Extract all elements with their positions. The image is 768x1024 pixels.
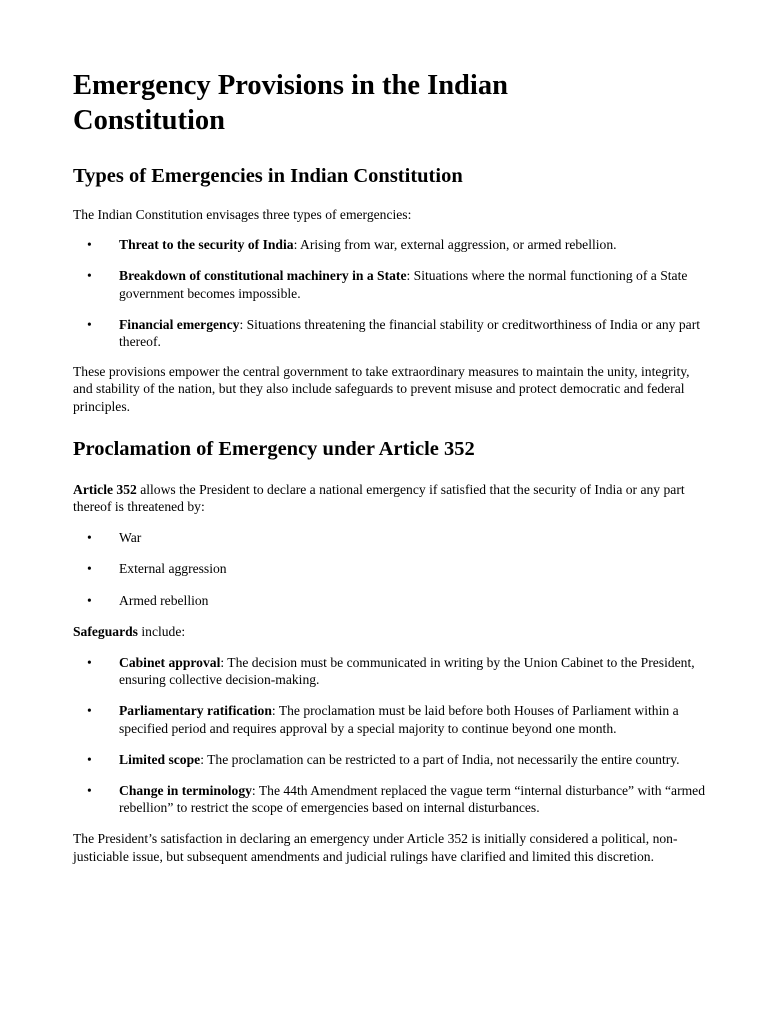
list-item (73, 316, 708, 350)
bullet-icon: • (87, 530, 92, 546)
bullet-icon: • (87, 783, 92, 799)
list-item-text: Armed rebellion (119, 592, 209, 608)
list-item (73, 702, 708, 736)
article-term: Article 352 (73, 481, 137, 497)
list-item-term: Cabinet approval (119, 655, 221, 671)
bullet-icon: • (87, 561, 92, 577)
paragraph-provisions: These provisions empower the central government to take extraordinary measures to maintain the unity, integrity, and stability of the nation, but they also include safeguards to prevent misuse and protect democratic and federal principles. (73, 364, 690, 414)
list-item-text: : The decision must be communicated in writing by the Union Cabinet to the President, ensuring collective decision-making. (119, 655, 695, 688)
list-item-text: : Situations threatening the financial stability or creditworthiness of India or any part thereof. (119, 316, 700, 350)
section-heading-types: Types of Emergencies in Indian Constitution (73, 165, 463, 187)
bullet-icon: • (87, 237, 92, 253)
bullet-icon: • (87, 316, 92, 332)
bullet-icon: • (87, 751, 92, 767)
list-item-text: : The proclamation can be restricted to a part of India, not necessarily the entire country. (200, 751, 680, 767)
bullet-icon: • (87, 655, 92, 671)
emergency-types-list (73, 236, 708, 350)
list-item (73, 236, 708, 253)
paragraph-conclusion: The President’s satisfaction in declaring an emergency under Article 352 is initially considered a political, non-justiciable issue, but subsequent amendments and judicial rulings have clarified and limited this discretion. (73, 831, 678, 864)
threats-list (73, 529, 708, 609)
paragraph-safeguards (73, 623, 708, 640)
list-item-term: Limited scope (119, 751, 201, 767)
article-text: allows the President to declare a national emergency if satisfied that the security of India or any part thereof is threatened by: (73, 481, 685, 515)
list-item-text: : Arising from war, external aggression, or armed rebellion. (293, 237, 617, 253)
list-item-term: Financial emergency (119, 316, 240, 332)
page-title: Emergency Provisions in the Indian Constitution (73, 70, 508, 136)
safeguards-term: Safeguards (73, 623, 138, 639)
list-item-term: Threat to the security of India (119, 237, 294, 253)
list-item (73, 654, 708, 688)
list-item-term: Parliamentary ratification (119, 703, 272, 719)
bullet-icon: • (87, 703, 92, 719)
list-item-term: Change in terminology (119, 783, 252, 799)
paragraph-intro: The Indian Constitution envisages three types of emergencies: (73, 207, 412, 222)
list-item-term: Breakdown of constitutional machinery in a State (119, 268, 407, 284)
list-item (73, 751, 708, 768)
list-item (73, 592, 708, 609)
list-item-text: : Situations where the normal functioning of a State government becomes impossible. (119, 268, 688, 301)
list-item-text: External aggression (119, 561, 227, 577)
list-item (73, 560, 708, 577)
safeguards-text: include: (137, 623, 186, 639)
list-item (73, 529, 708, 546)
section-heading-proclamation: Proclamation of Emergency under Article 352 (73, 437, 475, 460)
paragraph-article-352 (73, 481, 708, 515)
bullet-icon: • (87, 592, 92, 608)
bullet-icon: • (87, 268, 92, 284)
list-item-text: : The 44th Amendment replaced the vague term “internal disturbance” with “armed rebellion” to restrict the scope of emergencies based on internal disturbances. (119, 783, 706, 816)
list-item-text: War (119, 530, 142, 546)
list-item (73, 782, 708, 816)
safeguards-list (73, 654, 708, 816)
list-item (73, 267, 708, 301)
list-item-text: : The proclamation must be laid before both Houses of Parliament within a specified period and requires approval by a special majority to continue beyond one month. (119, 703, 679, 736)
